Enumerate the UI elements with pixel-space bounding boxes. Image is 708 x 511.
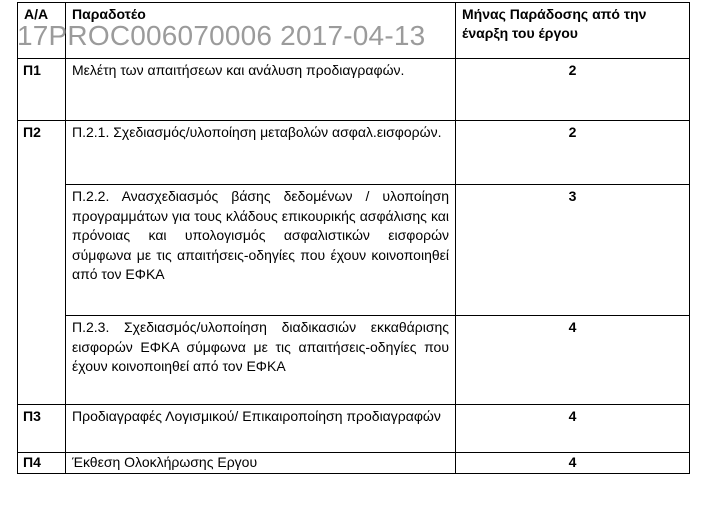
table-row: [18, 453, 690, 474]
table-row: [18, 405, 690, 453]
row-description: Μελέτη των απαιτήσεων και ανάλυση προδιαγραφών.: [66, 59, 456, 121]
row-month: 3: [456, 185, 690, 316]
deliverables-table: [17, 2, 690, 474]
header-aa: Α/Α: [18, 3, 66, 59]
row-description: Έκθεση Ολοκλήρωσης Εργου: [66, 453, 456, 474]
row-month: 4: [456, 316, 690, 405]
row-code: Π1: [18, 59, 66, 121]
table-row: [18, 121, 690, 185]
row-code: Π2: [18, 121, 66, 405]
row-code: Π4: [18, 453, 66, 474]
table-row: [18, 316, 690, 405]
row-description: Π.2.1. Σχεδιασμός/υλοποίηση μεταβολών ασφαλ.εισφορών.: [66, 121, 456, 185]
table-row: [18, 185, 690, 316]
table-row: [18, 59, 690, 121]
row-month: 4: [456, 453, 690, 474]
header-month: Μήνας Παράδοσης από την έναρξη του έργου: [456, 3, 690, 59]
table-header-row: [18, 3, 690, 59]
header-deliverable: Παραδοτέο: [66, 3, 456, 59]
row-month: 2: [456, 59, 690, 121]
row-month: 4: [456, 405, 690, 453]
row-code: Π3: [18, 405, 66, 453]
watermark-stamp: 17PROC006070006 2017-04-13: [17, 20, 426, 51]
row-description: Προδιαγραφές Λογισμικού/ Επικαιροποίηση προδιαγραφών: [66, 405, 456, 453]
row-description: Π.2.3. Σχεδιασμός/υλοποίηση διαδικασιών εκκαθάρισης εισφορών ΕΦΚΑ σύμφωνα με τις απαιτήσεις-οδηγίες που έχουν κοινοποιηθεί από τον ΕΦΚΑ: [66, 316, 456, 405]
row-month: 2: [456, 121, 690, 185]
row-description: Π.2.2. Ανασχεδιασμός βάσης δεδομένων / υλοποίηση προγραμμάτων για τους κλάδους επικουρικής ασφάλισης και πρόνοιας και υπολογισμός ασφαλιστικών εισφορών σύμφωνα με τις απαιτήσεις-οδηγίες που έχουν κοινοποιηθεί από τον ΕΦΚΑ: [66, 185, 456, 316]
